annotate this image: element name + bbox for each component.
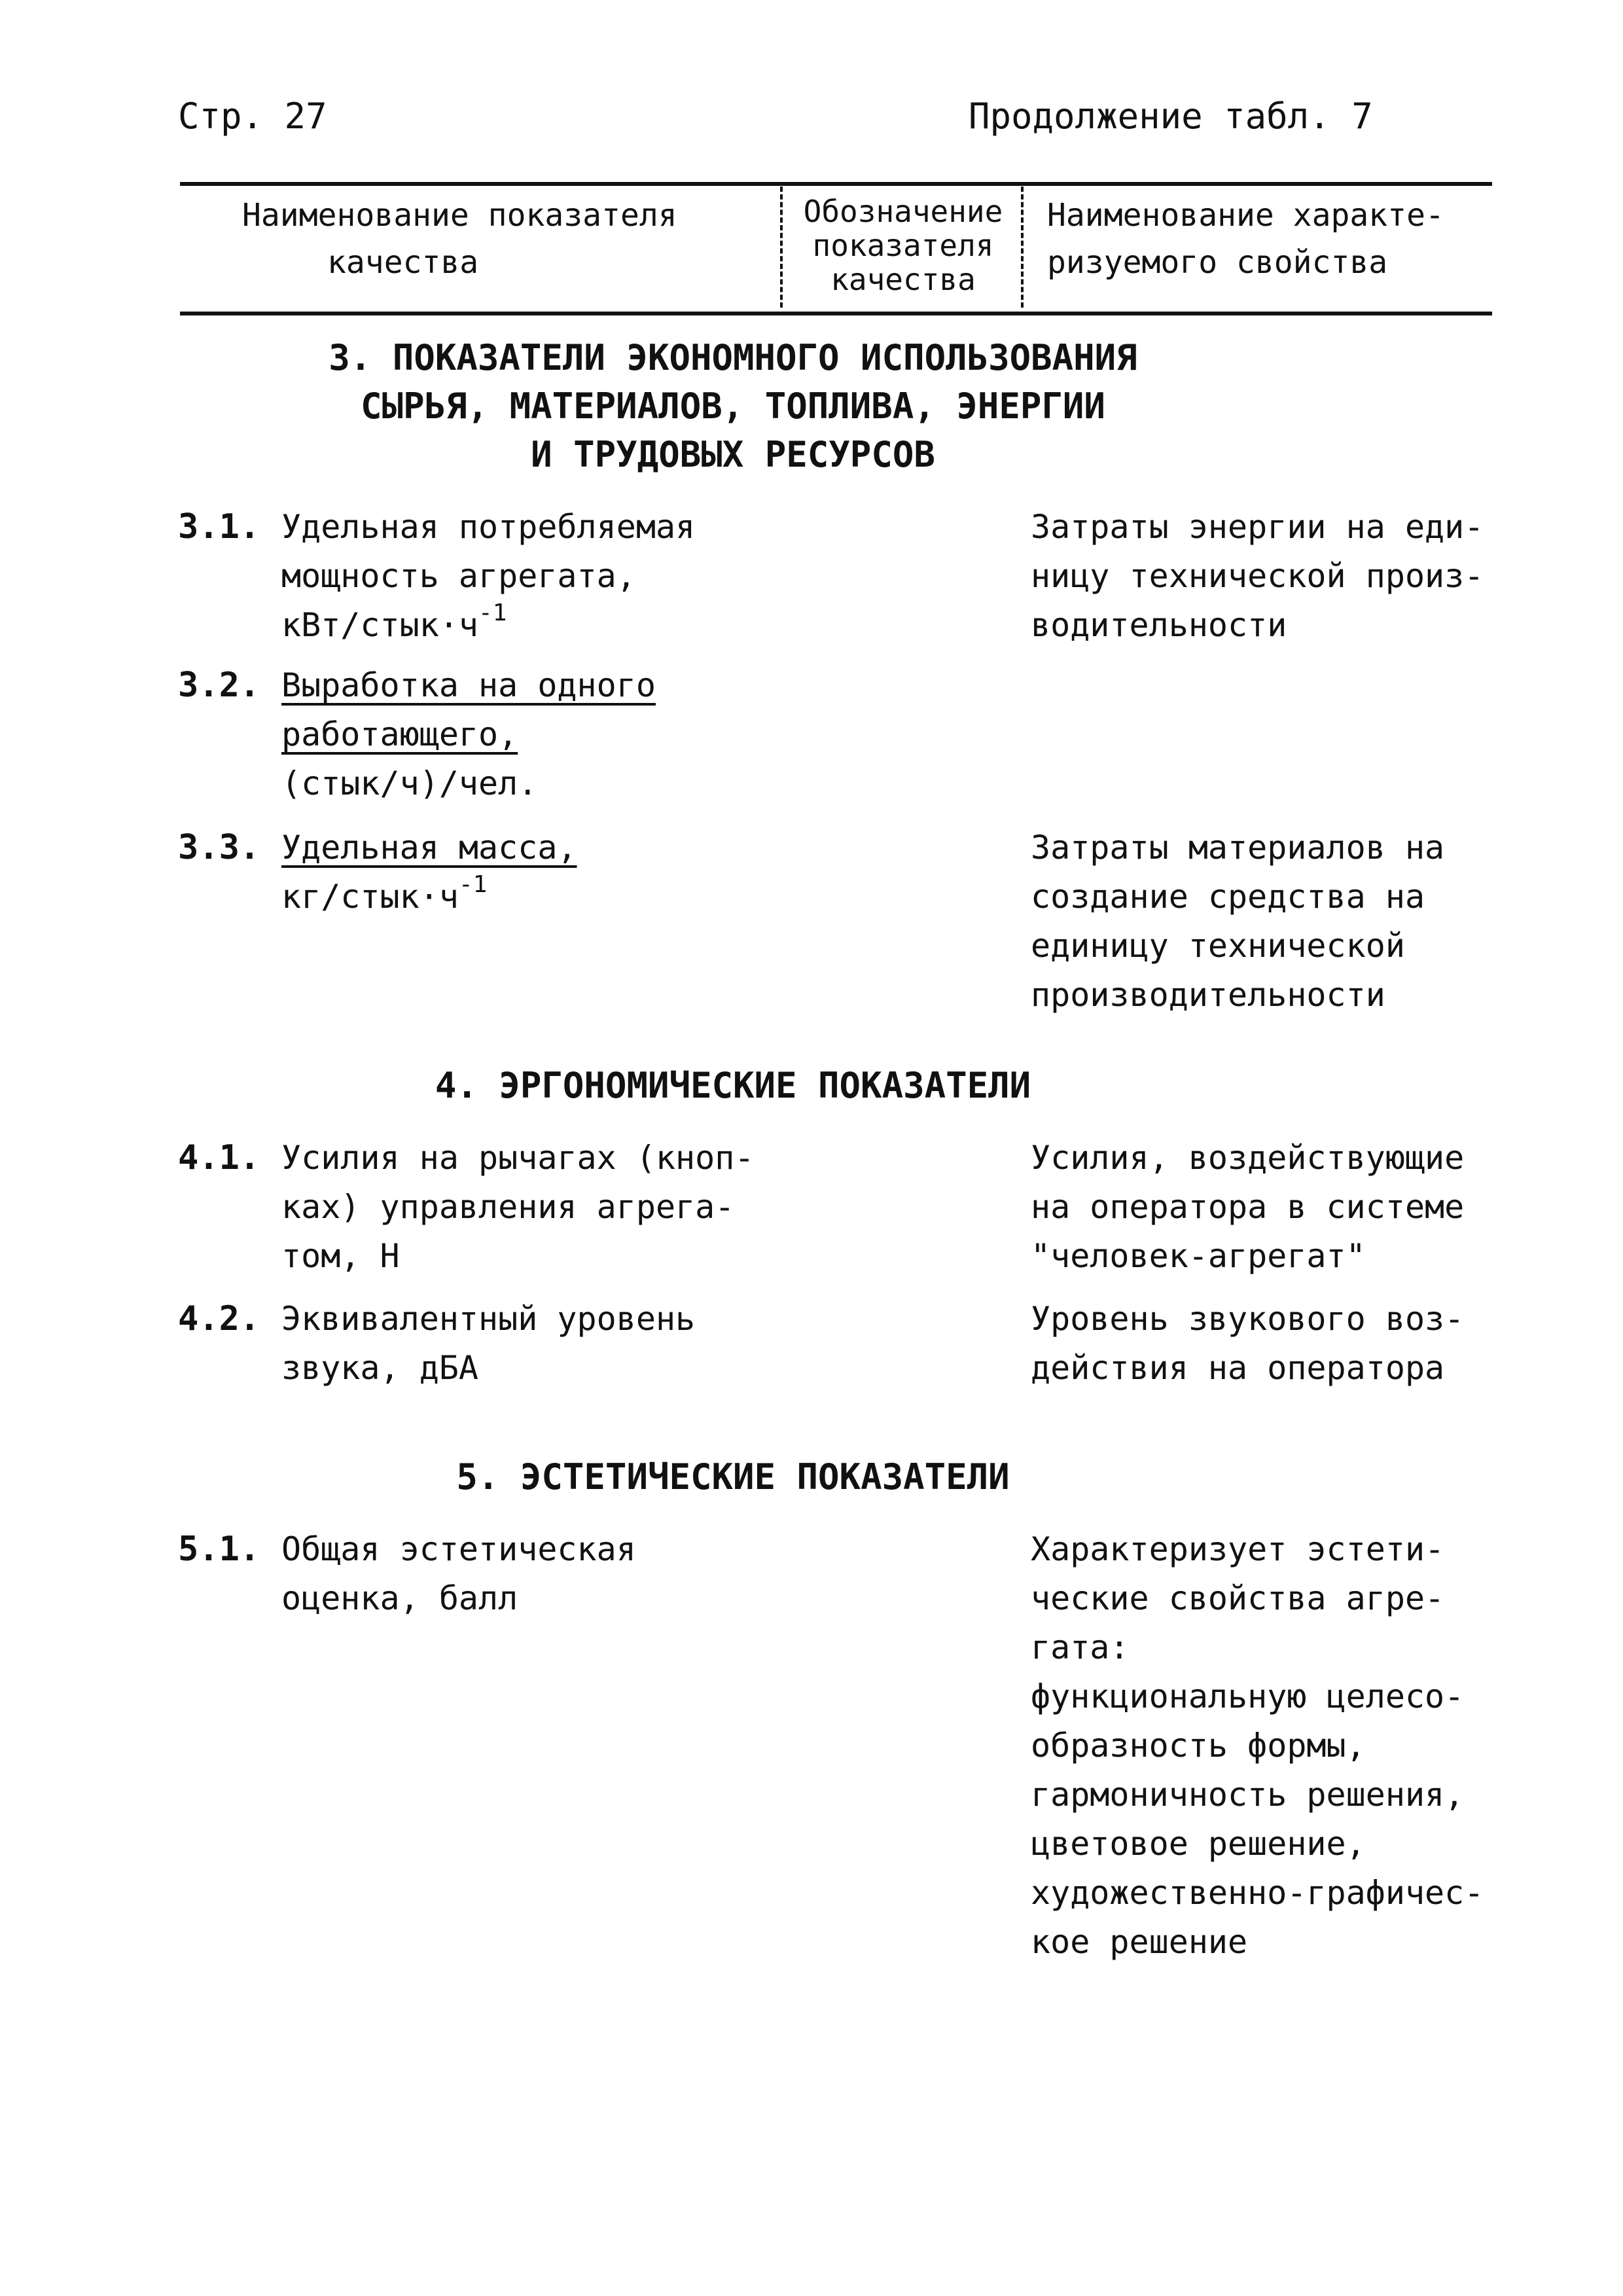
row-4-2-name-line2: звука, дБА [281, 1349, 479, 1387]
row-3-1-unit-exponent: -1 [478, 600, 507, 626]
row-4-2-name-line1: Эквивалентный уровень [281, 1300, 696, 1338]
row-5-1-property-line5: образность формы, [1031, 1727, 1366, 1765]
col1-head-line2: качества [327, 244, 479, 281]
row-3-3-number: 3.3. [178, 828, 260, 867]
row-3-3-unit [281, 872, 487, 922]
col3-head-line2: ризуемого свойства [1047, 244, 1388, 281]
row-5-1-property-line7: цветовое решение, [1031, 1825, 1366, 1863]
row-3-1-name-line1: Удельная потребляемая [281, 508, 696, 546]
col2-head-line3: качества [830, 262, 976, 297]
row-4-1-number: 4.1. [178, 1138, 260, 1177]
row-3-2-name-line2: работающего, [281, 715, 518, 753]
row-5-1-property-line2: ческие свойства агре- [1031, 1579, 1445, 1617]
section-3-title-line2: СЫРЬЯ, МАТЕРИАЛОВ, ТОПЛИВА, ЭНЕРГИИ [361, 386, 1105, 427]
row-5-1-name-line2: оценка, балл [281, 1579, 518, 1617]
table-continuation: Продолжение табл. 7 [969, 96, 1373, 137]
row-4-2-property-line2: действия на оператора [1031, 1349, 1445, 1387]
table-top-rule [180, 182, 1492, 186]
page-number: Стр. 27 [178, 96, 327, 137]
row-3-3-unit-text: кг/стык·ч [281, 878, 459, 916]
row-4-1-property-line3: "человек-агрегат" [1031, 1237, 1366, 1275]
col2-head-line1: Обозначение [803, 194, 1003, 229]
row-3-3-property-line3: единицу технической [1031, 927, 1405, 965]
row-5-1-property-line8: художественно-графичес- [1031, 1874, 1484, 1912]
row-3-3-property-line4: производительности [1031, 976, 1385, 1014]
row-3-1-unit-text: кВт/стык·ч [281, 606, 479, 644]
row-3-3-unit-exponent: -1 [458, 871, 488, 898]
section-3-title-line1: 3. ПОКАЗАТЕЛИ ЭКОНОМНОГО ИСПОЛЬЗОВАНИЯ [329, 337, 1137, 378]
row-5-1-name-line1: Общая эстетическая [281, 1530, 636, 1568]
column-divider-2 [1021, 187, 1024, 308]
col2-head-line2: показателя [812, 228, 994, 263]
row-4-1-property-line2: на оператора в системе [1031, 1188, 1465, 1226]
row-3-1-property-line1: Затраты энергии на еди- [1031, 508, 1484, 546]
row-5-1-number: 5.1. [178, 1530, 260, 1569]
row-4-2-property-line1: Уровень звукового воз- [1031, 1300, 1465, 1338]
row-3-1-number: 3.1. [178, 507, 260, 547]
row-4-1-property-line1: Усилия, воздействующие [1031, 1139, 1465, 1177]
section-4-title: 4. ЭРГОНОМИЧЕСКИЕ ПОКАЗАТЕЛИ [435, 1065, 1031, 1106]
row-3-1-property-line2: ницу технической произ- [1031, 557, 1484, 595]
row-3-3-property-line1: Затраты материалов на [1031, 829, 1445, 867]
row-4-1-name-line2: ках) управления агрега- [281, 1188, 735, 1226]
row-3-1-name-line2: мощность агрегата, [281, 557, 636, 595]
col1-head-line1: Наименование показателя [242, 197, 677, 234]
row-3-3-property-line2: создание средства на [1031, 878, 1425, 916]
row-3-1-unit [281, 601, 507, 650]
row-3-2-unit: (стык/ч)/чел. [281, 764, 538, 802]
section-3-title-line3: И ТРУДОВЫХ РЕСУРСОВ [531, 434, 935, 475]
row-3-3-name-line1: Удельная масса, [281, 829, 577, 867]
row-3-1-property-line3: водительности [1031, 606, 1287, 644]
column-divider-1 [780, 187, 783, 308]
row-4-1-name-line1: Усилия на рычагах (кноп- [281, 1139, 755, 1177]
row-5-1-property-line1: Характеризует эстети- [1031, 1530, 1445, 1568]
row-3-2-name-line1: Выработка на одного [281, 666, 656, 704]
table-head-bottom-rule [180, 312, 1492, 315]
section-5-title: 5. ЭСТЕТИЧЕСКИЕ ПОКАЗАТЕЛИ [456, 1456, 1010, 1498]
row-5-1-property-line6: гармоничность решения, [1031, 1776, 1465, 1814]
row-3-2-number: 3.2. [178, 666, 260, 705]
col3-head-line1: Наименование характе- [1047, 197, 1444, 234]
row-4-1-name-line3: том, Н [281, 1237, 400, 1275]
row-5-1-property-line4: функциональную целесо- [1031, 1677, 1465, 1715]
row-5-1-property-line9: кое решение [1031, 1923, 1248, 1961]
row-4-2-number: 4.2. [178, 1299, 260, 1338]
row-5-1-property-line3: гата: [1031, 1628, 1130, 1666]
